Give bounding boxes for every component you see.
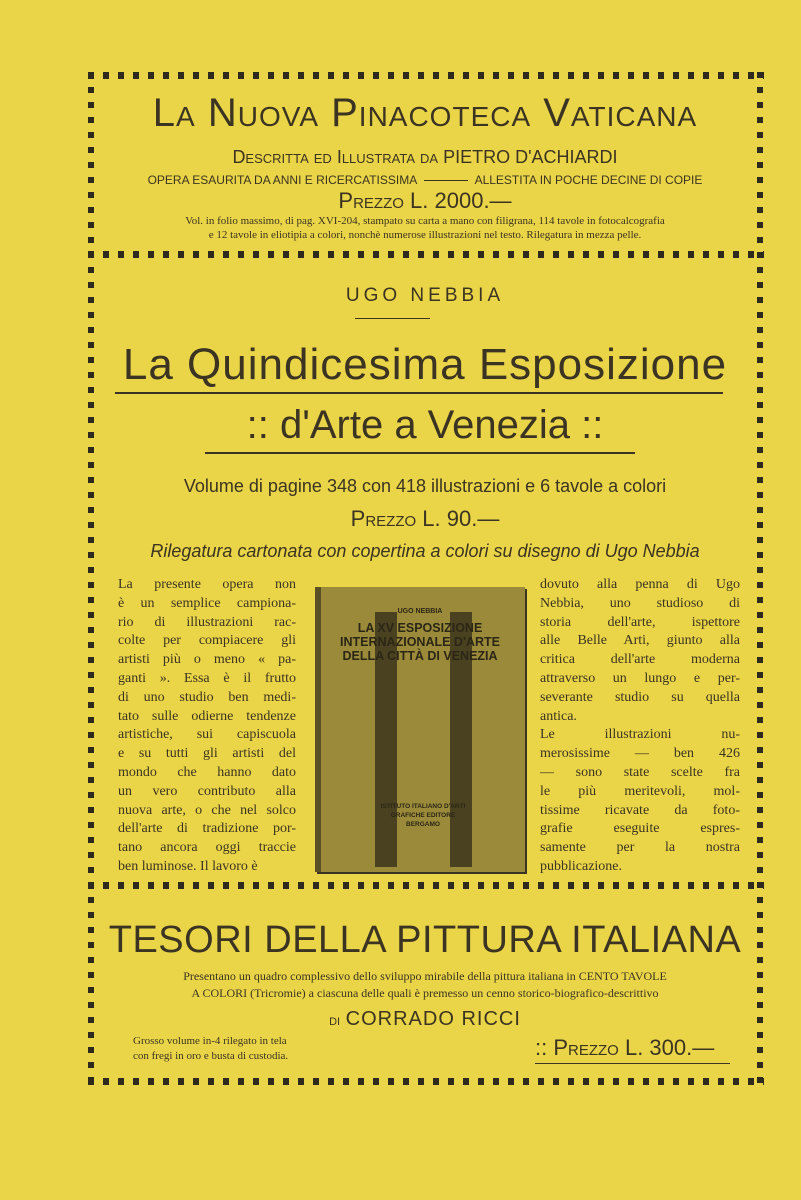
esposizione-volume: Volume di pagine 348 con 418 illustrazioni e 6 tavole a colori [183, 476, 667, 496]
pinacoteca-subtitle: Descritta ed Illustrata da [232, 147, 439, 167]
column-line: ganti ». Essa è il frutto [118, 670, 296, 686]
note-dash [424, 180, 468, 181]
column-line: artistiche, sui capiscuola [118, 727, 296, 743]
column-line: un vero contributo alla [118, 783, 296, 799]
column-line: grafie eseguite espres- [540, 821, 740, 837]
column-line: rio di illustrazioni rac- [118, 614, 296, 630]
column-line: La presente opera non [118, 577, 296, 592]
column-line: merosissime — ben 426 [540, 746, 740, 762]
esposizione-price: Prezzo L. 90.— [350, 506, 500, 531]
column-line: è un semplice campiona- [118, 595, 296, 611]
column-line: nuova arte, o che nel solco [118, 802, 296, 818]
column-line: alle Belle Arti, giunto alla [540, 633, 740, 649]
pinacoteca-note-left: OPERA ESAURITA DA ANNI E RICERCATISSIMA [147, 173, 417, 187]
esposizione-author: UGO NEBBIA [345, 285, 505, 306]
book-cover-image [315, 587, 525, 872]
author-rule [355, 318, 430, 319]
pinacoteca-author: PIETRO D'ACHIARDI [443, 147, 618, 167]
tesori-format-2: con fregi in oro e busta di custodia. [133, 1050, 289, 1062]
column-line: attraverso un lungo e per- [540, 670, 740, 686]
cover-publisher: ISTITUTO ITALIANO D'ARTI GRAFICHE EDITORE BERGAMO [380, 803, 466, 828]
dotted-border-top [88, 72, 764, 79]
dotted-border-left [88, 72, 94, 1085]
cover-spine [315, 587, 321, 872]
column-line: antica. [540, 708, 577, 724]
column-line: critica dell'arte moderna [540, 652, 740, 668]
column-line: mondo che hanno dato [118, 764, 296, 780]
column-line: severante studio su quella [540, 689, 740, 705]
pinacoteca-desc-2: e 12 tavole in eliotipia a colori, nonchè numerose illustrazioni nel testo. Rilegatura in mezza pelle. [208, 229, 642, 241]
tesori-by: di [329, 1012, 341, 1029]
tesori-format-1: Grosso volume in-4 rilegato in tela [133, 1035, 287, 1047]
esposizione-title-1: La Quindicesima Esposizione [122, 340, 728, 389]
column-line: ben luminose. Il lavoro è [118, 858, 258, 874]
column-line: tato sulle odierne tendenze [118, 708, 296, 724]
price-rule [535, 1063, 730, 1064]
pinacoteca-note-line [100, 173, 750, 187]
tesori-price: :: Prezzo L. 300.— [535, 1035, 715, 1060]
column-line: di uno studio ben medi- [118, 689, 296, 705]
title-rule-1 [115, 392, 723, 394]
tesori-desc-2: A COLORI (Tricromie) a ciascuna delle quali è premesso un cenno storico-biografico-descrittivo [191, 986, 659, 1000]
dotted-border-right [757, 72, 763, 1085]
cover-author: UGO NEBBIA [397, 608, 443, 615]
dotted-divider-1 [88, 251, 764, 258]
column-line: le più meritevoli, mol- [540, 783, 740, 799]
column-line: pubblicazione. [540, 858, 623, 874]
pinacoteca-desc-1: Vol. in folio massimo, di pag. XVI-204, stampato su carta a mano con filigrana, 114 tavole in fotocalcografia [185, 215, 665, 227]
description-left-column [118, 576, 296, 877]
column-line: e su tutti gli artisti del [118, 746, 296, 762]
column-line: — sono state scelte fra [540, 764, 740, 780]
tesori-desc-1: Presentano un quadro complessivo dello sviluppo mirabile della pittura italiana in CENTO TAVOLE [183, 969, 667, 983]
esposizione-title-2: :: d'Arte a Venezia :: [246, 403, 604, 447]
dotted-divider-2 [88, 882, 764, 889]
title-rule-2 [205, 452, 635, 454]
column-line: samente per la nostra [540, 840, 740, 856]
pinacoteca-title: La Nuova Pinacoteca Vaticana [152, 91, 698, 135]
column-line: artisti più o meno « pa- [118, 652, 296, 668]
tesori-author-line [300, 1008, 550, 1032]
cover-title: LA XV ESPOSIZIONE INTERNAZIONALE D'ARTE DELLA CITTÀ DI VENEZIA [340, 621, 500, 663]
column-line: tano ancora oggi traccie [118, 840, 296, 856]
description-right-column [540, 576, 740, 877]
dotted-border-bottom [88, 1078, 764, 1085]
tesori-author: CORRADO RICCI [345, 1008, 521, 1030]
column-line: storia dell'arte, ispettore [540, 614, 740, 630]
column-line: Nebbia, uno studioso di [540, 595, 740, 611]
column-line: tissime ricavate da foto- [540, 802, 740, 818]
pinacoteca-price: Prezzo L. 2000.— [338, 188, 512, 213]
column-line: dovuto alla penna di Ugo [540, 577, 740, 592]
pinacoteca-subtitle-line [100, 146, 750, 168]
column-line: Le illustrazioni nu- [540, 727, 740, 743]
esposizione-binding: Rilegatura cartonata con copertina a colori su disegno di Ugo Nebbia [150, 541, 700, 561]
column-line: colte per compiacere gli [118, 633, 296, 649]
pinacoteca-note-right: ALLESTITA IN POCHE DECINE DI COPIE [474, 173, 703, 187]
column-line: dell'arte di tradizione por- [118, 821, 296, 837]
tesori-title: TESORI DELLA PITTURA ITALIANA [108, 919, 742, 961]
